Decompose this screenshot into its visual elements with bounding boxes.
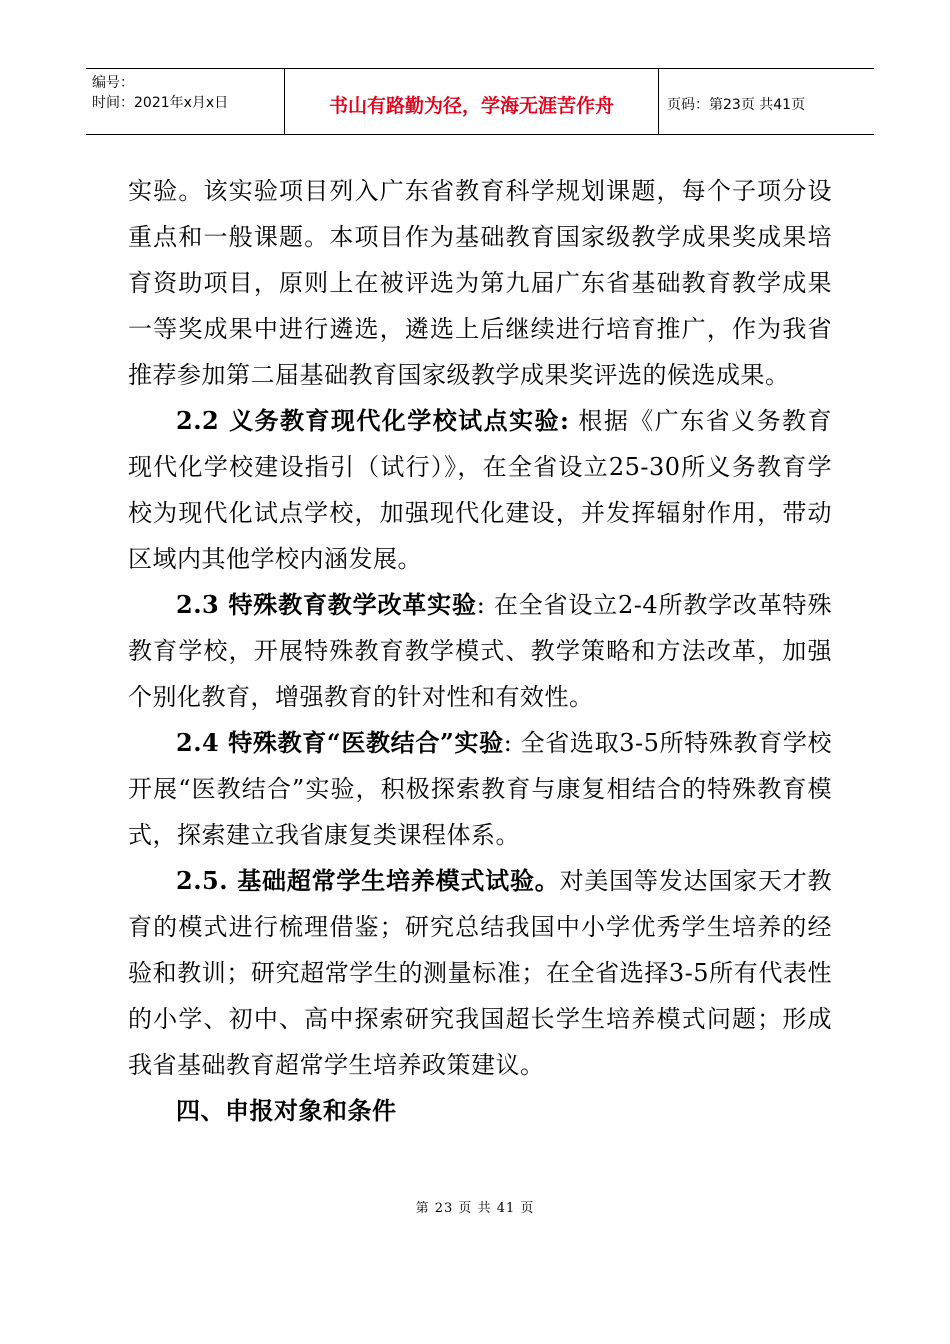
paragraph-2-3-text: : 在全省设立2-4所教学改革特殊教育学校，开展特殊教育教学模式、教学策略和方法改革，加强个别化教育，增强教育的针对性和有效性。 — [128, 591, 833, 711]
header-page-label: 页码：第23页 共41页 — [667, 96, 806, 113]
paragraph-continuation: 实验。该实验项目列入广东省教育科学规划课题，每个子项分设重点和一般课题。本项目作为基础教育国家级教学成果奖成果培育资助项目，原则上在被评选为第九届广东省基础教育教学成果一等奖成果中进行遴选，遴选上后继续进行培育推广，作为我省推荐参加第二届基础教育国家级教学成果奖评选的候选成果。 — [128, 177, 832, 389]
paragraph-2-3-heading: 2.3 特殊教育教学改革实验 — [176, 590, 477, 619]
paragraph-2-5 — [128, 858, 832, 1088]
document-time-label: 时间：2021年x月x日 — [92, 95, 229, 111]
paragraph-2-3 — [128, 582, 832, 720]
paragraph-2-4-text: : 全省选取3-5所特殊教育学校开展“医教结合”实验，积极探索教育与康复相结合的特殊教育模式，探索建立我省康复类课程体系。 — [128, 729, 832, 849]
document-header — [86, 68, 874, 135]
paragraph-2-4 — [128, 720, 832, 858]
header-motto: 书山有路勤为径，学海无涯苦作舟 — [285, 69, 659, 134]
document-number-label: 编号： — [92, 75, 134, 91]
document-body — [128, 168, 832, 1134]
page-footer: 第 23 页 共 41 页 — [415, 1201, 535, 1216]
header-meta — [86, 69, 285, 134]
paragraph-2-2 — [128, 398, 832, 582]
paragraph-2-5-text: 对美国等发达国家天才教育的模式进行梳理借鉴；研究总结我国中小学优秀学生培养的经验和教训；研究超常学生的测量标准；在全省选择3-5所有代表性的小学、初中、高中探索研究我国超长学生培养模式问题；形成我省基础教育超常学生培养政策建议。 — [128, 867, 833, 1079]
paragraph-2-2-text: 根据《广东省义务教育现代化学校建设指引（试行）》，在全省设立25-30所义务教育学校为现代化试点学校，加强现代化建设，并发挥辐射作用，带动区域内其他学校内涵发展。 — [128, 407, 832, 573]
section-heading-4: 四、申报对象和条件 — [176, 1096, 397, 1125]
paragraph-2-4-heading: 2.4 特殊教育“医教结合”实验 — [176, 728, 504, 757]
paragraph-2-5-heading: 2.5. 基础超常学生培养模式试验。 — [176, 866, 560, 895]
paragraph-2-2-heading: 2.2 义务教育现代化学校试点实验: — [176, 406, 570, 435]
